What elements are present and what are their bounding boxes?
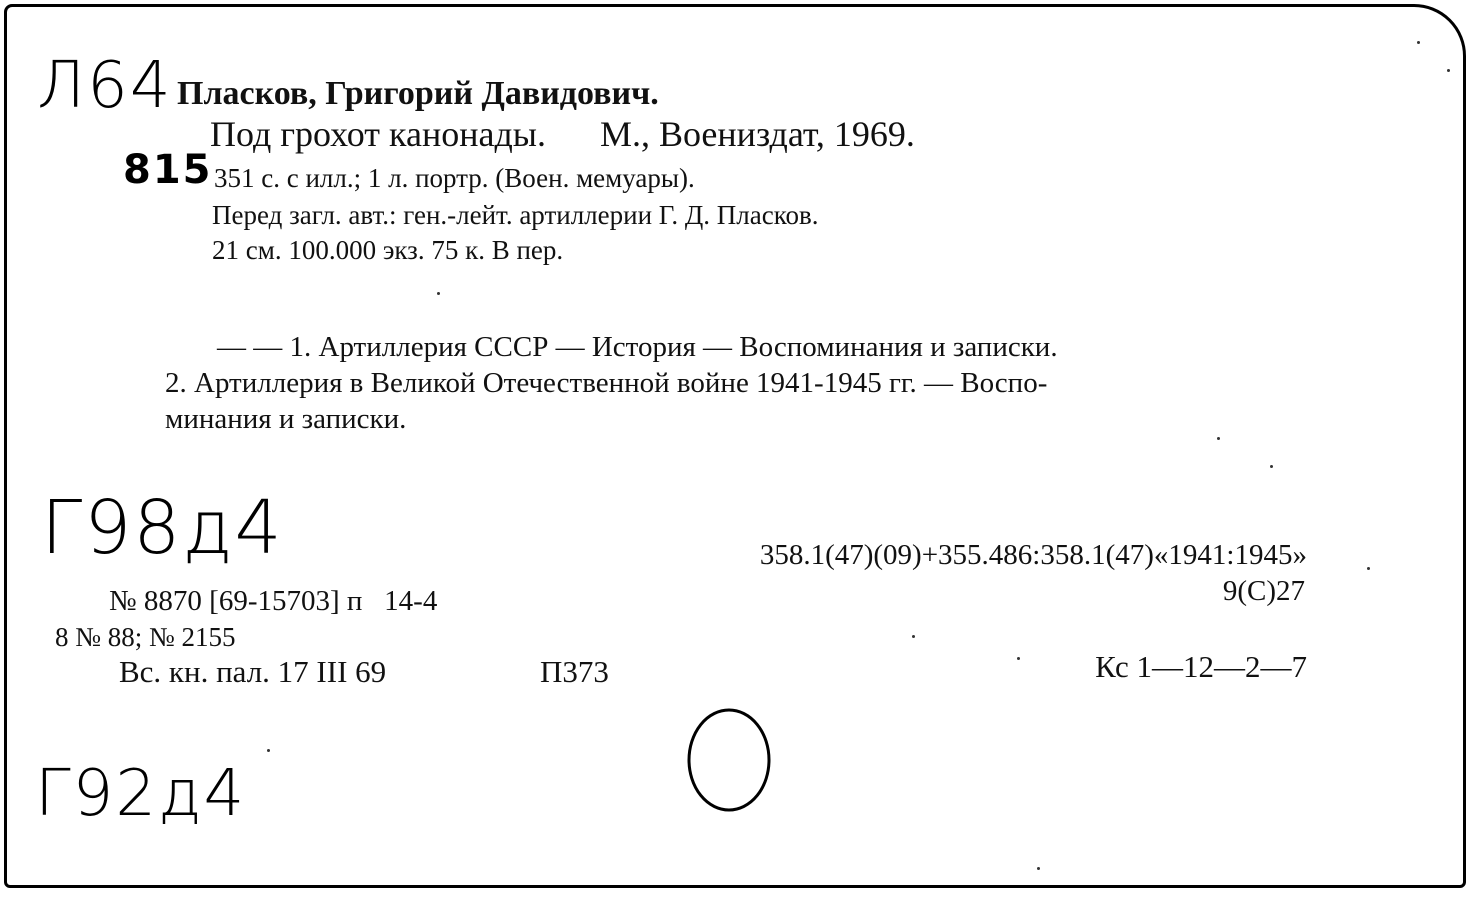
punch-hole xyxy=(683,705,775,815)
book-chamber-date: Вс. кн. пал. 17 III 69 xyxy=(119,654,387,689)
handwritten-call-number: Л64 xyxy=(37,49,173,123)
scan-speck xyxy=(1447,69,1450,72)
handwritten-code-2: Г92д4 xyxy=(35,757,247,831)
title-imprint: Под грохот канонады. М., Воениздат, 1969. xyxy=(210,114,915,154)
handwritten-shelf-number: 815 xyxy=(123,147,213,193)
collation: 351 с. с илл.; 1 л. портр. (Воен. мемуары). xyxy=(214,163,695,193)
card-count-code: Кс 1—12—2—7 xyxy=(1095,649,1307,684)
author-heading: Пласков, Григорий Давидович. xyxy=(177,75,659,112)
scan-speck xyxy=(1367,567,1370,570)
subject-headings xyxy=(165,329,1330,437)
handwritten-code-1: Г98д4 xyxy=(41,485,284,571)
scan-speck xyxy=(1037,867,1040,870)
bbk-code: 9(С)27 xyxy=(1222,575,1305,607)
size-price: 21 см. 100.000 экз. 75 к. В пер. xyxy=(212,235,564,265)
registration-number: № 8870 [69-15703] п 14-4 xyxy=(109,585,438,617)
punch-hole-outline xyxy=(689,710,769,810)
subject-line-3: минания и записки. xyxy=(165,403,407,435)
subject-line-2: 2. Артиллерия в Великой Отечественной войне 1941-1945 гг. — Воспо- xyxy=(165,367,1048,399)
udc-code: 358.1(47)(09)+355.486:358.1(47)«1941:1945» xyxy=(759,539,1307,571)
scan-speck xyxy=(437,292,440,295)
catalog-card xyxy=(4,4,1466,888)
order-code: П373 xyxy=(540,654,609,689)
subject-line-1: — — 1. Артиллерия СССР — История — Воспоминания и записки. xyxy=(217,331,1058,363)
registration-secondary: 8 № 88; № 2155 xyxy=(55,622,236,652)
scan-speck xyxy=(1270,465,1273,468)
scan-speck xyxy=(1217,437,1220,440)
scan-speck xyxy=(267,749,270,752)
author-note: Перед загл. авт.: ген.-лейт. артиллерии Г. Д. Пласков. xyxy=(212,200,819,230)
scan-speck xyxy=(912,635,915,638)
scan-speck xyxy=(1417,41,1420,44)
scan-speck xyxy=(1017,657,1020,660)
